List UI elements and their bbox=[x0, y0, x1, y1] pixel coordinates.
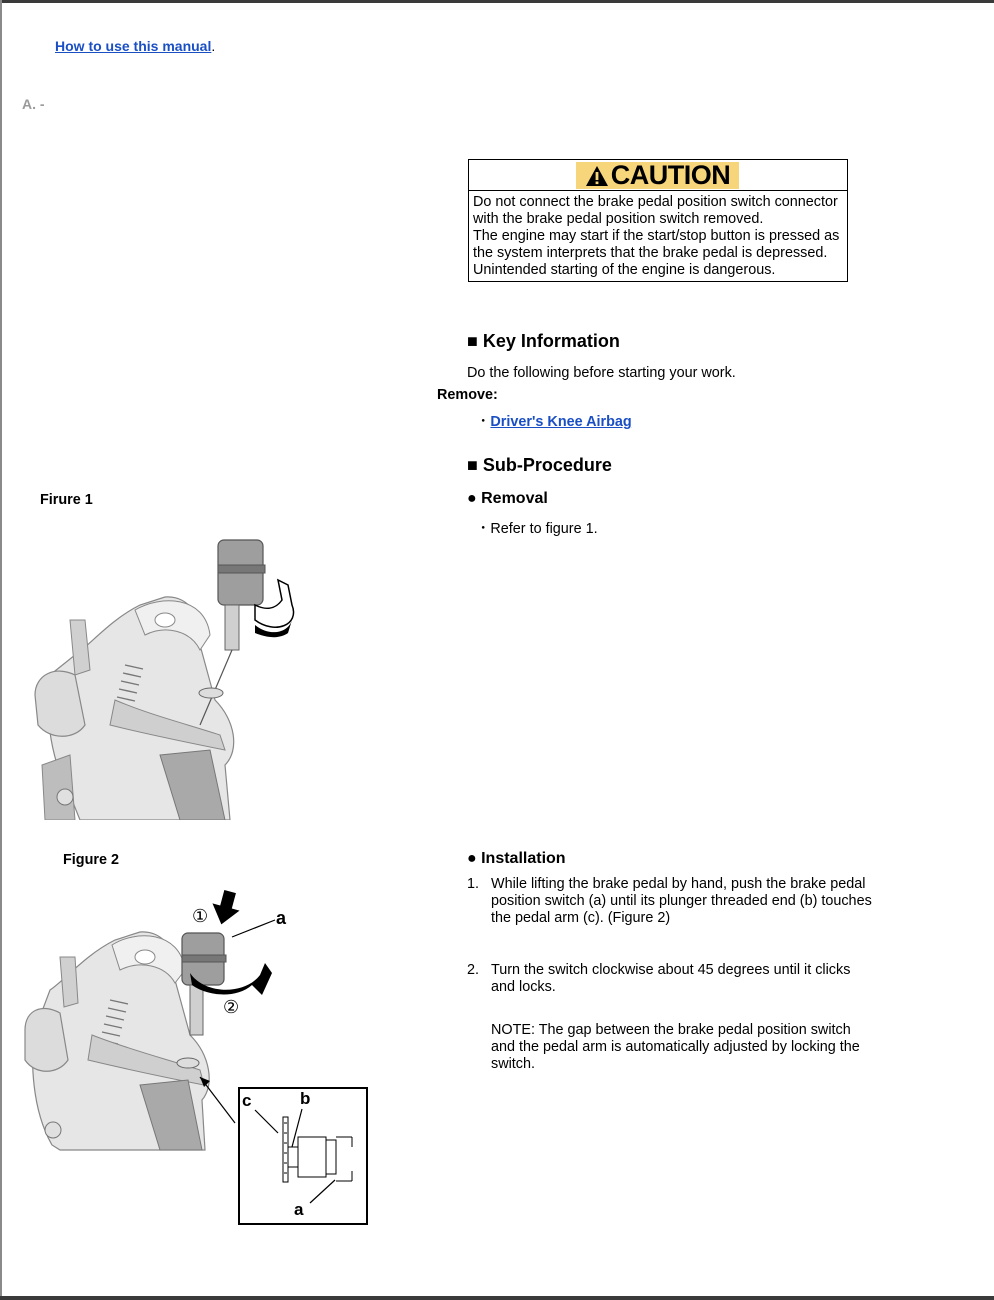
manual-help-line bbox=[55, 38, 215, 54]
step-text bbox=[491, 962, 887, 996]
caution-box bbox=[468, 159, 848, 282]
step-text bbox=[491, 876, 887, 927]
callout-b: b bbox=[300, 1089, 311, 1108]
caution-badge bbox=[576, 162, 739, 189]
drivers-knee-airbag-link[interactable]: Driver's Knee Airbag bbox=[490, 414, 632, 430]
step-line: and locks. bbox=[491, 979, 556, 995]
installation-heading: ● Installation bbox=[467, 850, 566, 867]
key-information-heading: ■ Key Information bbox=[467, 331, 620, 351]
note-line: switch. bbox=[491, 1056, 535, 1072]
remove-label: Remove: bbox=[437, 387, 498, 403]
frame-top-border bbox=[0, 0, 994, 3]
caution-label: CAUTION bbox=[610, 160, 731, 190]
frame-left-border bbox=[0, 0, 2, 1300]
caution-text bbox=[469, 191, 847, 279]
removal-heading: ● Removal bbox=[467, 490, 548, 507]
warning-triangle-icon bbox=[585, 165, 609, 187]
how-to-use-manual-link[interactable]: How to use this manual bbox=[55, 38, 212, 54]
removal-step-text: Refer to figure 1. bbox=[490, 521, 598, 537]
callout-a-detail: a bbox=[294, 1200, 304, 1219]
caution-header bbox=[469, 160, 847, 191]
step-line: While lifting the brake pedal by hand, push the brake pedal bbox=[491, 876, 866, 892]
sub-procedure-heading: ■ Sub-Procedure bbox=[467, 455, 612, 475]
callout-c: c bbox=[242, 1091, 252, 1110]
figure1-illustration bbox=[30, 525, 300, 820]
bullet-mark: ・ bbox=[476, 521, 491, 537]
note-line: and the pedal arm is automatically adjusted by locking the bbox=[491, 1039, 860, 1055]
key-information-intro: Do the following before starting your work. bbox=[467, 365, 736, 381]
manual-link-suffix: . bbox=[211, 38, 216, 54]
step-number: 2. bbox=[467, 962, 480, 978]
step-line: the pedal arm (c). (Figure 2) bbox=[491, 910, 671, 926]
step-line: position switch (a) until its plunger threaded end (b) touches bbox=[491, 893, 872, 909]
note-line: NOTE: The gap between the brake pedal position switch bbox=[491, 1022, 851, 1038]
figure1-label: Firure 1 bbox=[40, 492, 93, 508]
installation-note bbox=[491, 1022, 887, 1073]
figure2-label: Figure 2 bbox=[63, 852, 119, 868]
caution-line: with the brake pedal position switch removed. bbox=[473, 211, 764, 227]
callout-a: a bbox=[276, 908, 287, 928]
figure2-illustration bbox=[20, 885, 370, 1230]
remove-item bbox=[476, 410, 632, 431]
caution-line: the system interprets that the brake pedal is depressed. bbox=[473, 245, 828, 261]
caution-line: The engine may start if the start/stop button is pressed as bbox=[473, 228, 840, 244]
bullet-mark: ・ bbox=[476, 414, 491, 430]
callout-step1: ① bbox=[192, 906, 209, 927]
step-number: 1. bbox=[467, 876, 480, 892]
caution-line: Unintended starting of the engine is dangerous. bbox=[473, 262, 776, 278]
callout-step2: ② bbox=[223, 997, 240, 1018]
removal-step bbox=[476, 517, 598, 538]
caution-line: Do not connect the brake pedal position switch connector bbox=[473, 194, 838, 210]
frame-bottom-border bbox=[0, 1296, 994, 1300]
step-line: Turn the switch clockwise about 45 degrees until it clicks bbox=[491, 962, 851, 978]
section-label: A. - bbox=[22, 96, 45, 112]
